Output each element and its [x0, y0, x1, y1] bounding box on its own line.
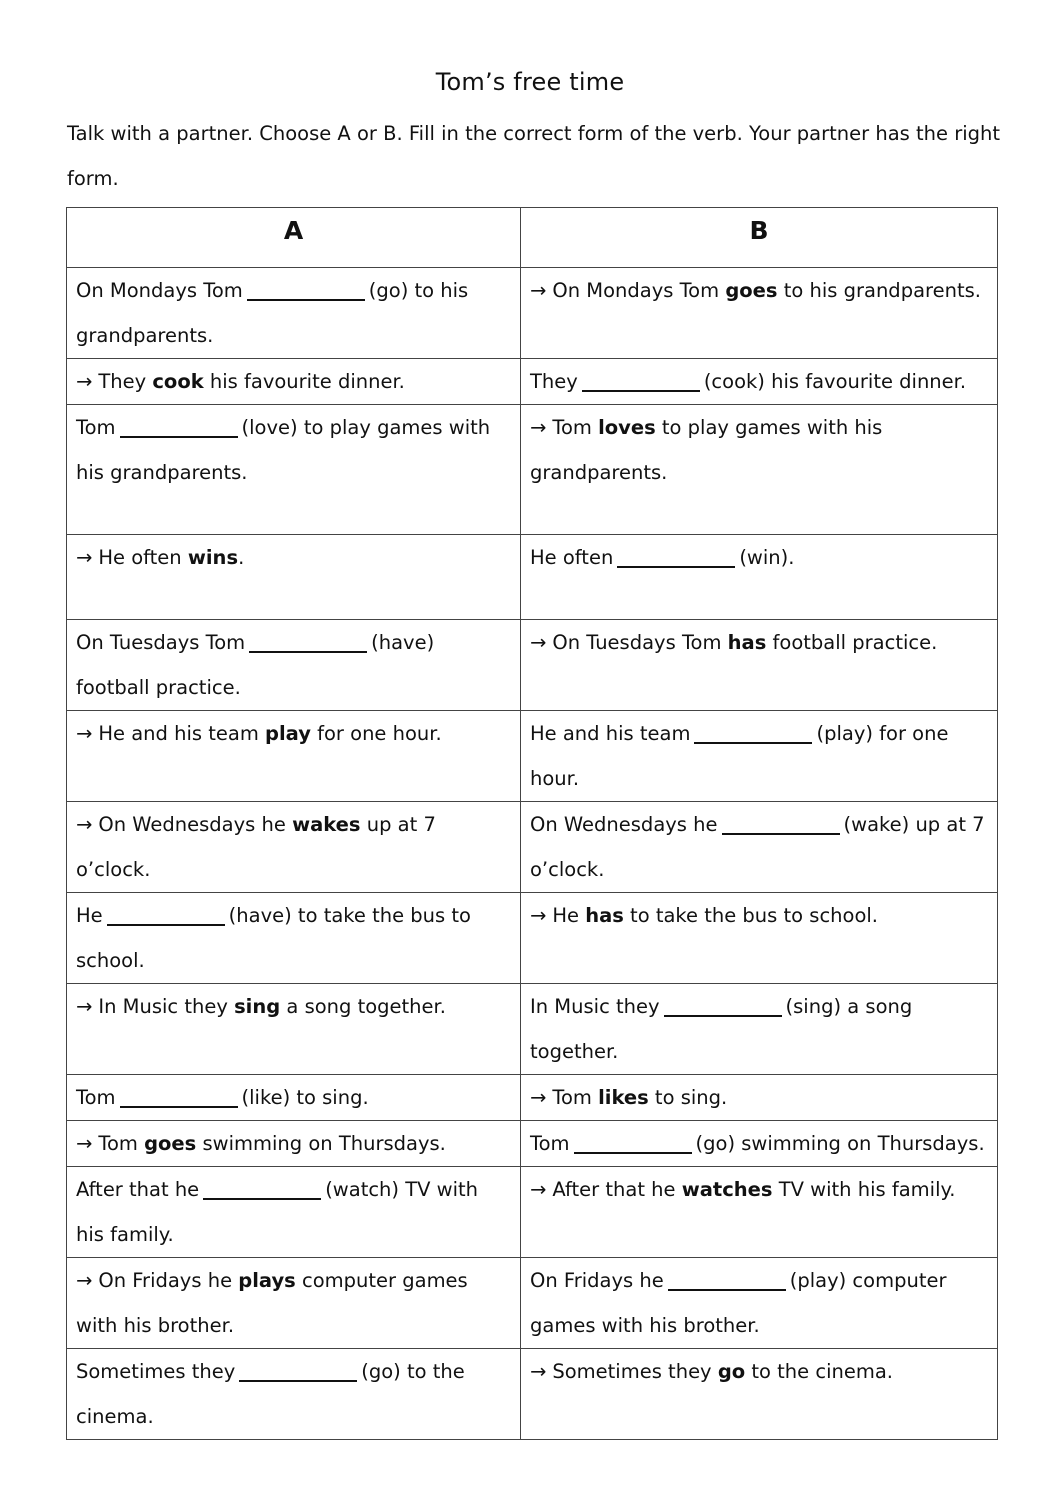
blank-line[interactable]: [694, 723, 812, 745]
table-row: [67, 984, 998, 1075]
sentence-start: On Wednesdays he: [98, 813, 293, 836]
sentence-end: (wake) up at 7 o’clock.: [530, 813, 985, 881]
instructions: Talk with a partner. Choose A or B. Fill in the correct form of the verb. Your partner has the right form.: [67, 122, 1001, 190]
cell-a-9: [67, 984, 521, 1075]
table-row: [67, 1349, 998, 1440]
sentence-end: TV with his family.: [772, 1178, 956, 1201]
sentence-start: In Music they: [530, 995, 660, 1018]
blank-line[interactable]: [617, 547, 735, 569]
table-row: [67, 535, 998, 620]
sentence-start: Tom: [552, 1086, 599, 1109]
sentence-end: (have) football practice.: [76, 631, 435, 699]
cell-a-4: [67, 535, 521, 620]
arrow-icon: →: [530, 1086, 547, 1109]
cell-a-7: [67, 802, 521, 893]
table-row: [67, 359, 998, 405]
cell-b-10: [521, 1075, 998, 1121]
sentence-end: to take the bus to school.: [623, 904, 879, 927]
arrow-icon: →: [76, 813, 93, 836]
table-row: [67, 1167, 998, 1258]
blank-line[interactable]: [582, 371, 700, 393]
blank-line[interactable]: [249, 632, 367, 654]
answer-verb: has: [727, 631, 767, 654]
sentence-end: (win).: [739, 546, 795, 569]
table-row: [67, 1258, 998, 1349]
sentence-start: He often: [98, 546, 188, 569]
column-header-b: B: [521, 208, 998, 268]
table-row: [67, 268, 998, 359]
sentence-start: On Mondays Tom: [552, 279, 726, 302]
sentence-start: He: [552, 904, 586, 927]
arrow-icon: →: [76, 1132, 93, 1155]
arrow-icon: →: [76, 1269, 93, 1292]
answer-verb: loves: [598, 416, 656, 439]
answer-verb: sing: [234, 995, 281, 1018]
cell-b-14: [521, 1349, 998, 1440]
sentence-end: (watch) TV with his family.: [76, 1178, 479, 1246]
blank-line[interactable]: [722, 814, 840, 836]
answer-verb: goes: [144, 1132, 197, 1155]
cell-a-8: [67, 893, 521, 984]
cell-b-12: [521, 1167, 998, 1258]
arrow-icon: →: [76, 546, 93, 569]
sentence-end: (play) computer games with his brother.: [530, 1269, 947, 1337]
sentence-start: Tom: [98, 1132, 145, 1155]
table-row: [67, 620, 998, 711]
table-row: [67, 1075, 998, 1121]
blank-line[interactable]: [668, 1270, 786, 1292]
sentence-start: On Mondays Tom: [76, 279, 243, 302]
table-row: [67, 1121, 998, 1167]
sentence-end: swimming on Thursdays.: [196, 1132, 446, 1155]
table-row: [67, 711, 998, 802]
table-row: [67, 405, 998, 535]
sentence-start: On Wednesdays he: [530, 813, 718, 836]
cell-a-12: [67, 1167, 521, 1258]
cell-b-9: [521, 984, 998, 1075]
arrow-icon: →: [76, 995, 93, 1018]
answer-verb: watches: [681, 1178, 773, 1201]
sentence-start: Sometimes they: [76, 1360, 236, 1383]
arrow-icon: →: [530, 1360, 547, 1383]
cell-b-11: [521, 1121, 998, 1167]
cell-b-4: [521, 535, 998, 620]
arrow-icon: →: [76, 370, 93, 393]
sentence-start: On Fridays he: [530, 1269, 664, 1292]
sentence-end: his favourite dinner.: [203, 370, 405, 393]
sentence-start: They: [98, 370, 153, 393]
sentence-start: He and his team: [98, 722, 266, 745]
sentence-start: Tom: [76, 416, 116, 439]
cell-b-6: [521, 711, 998, 802]
sentence-end: for one hour.: [310, 722, 442, 745]
header-row: [67, 208, 998, 268]
worksheet-table: [66, 207, 998, 1440]
answer-verb: plays: [238, 1269, 296, 1292]
arrow-icon: →: [530, 631, 547, 654]
cell-a-11: [67, 1121, 521, 1167]
sentence-start: Tom: [552, 416, 599, 439]
page-title: Tom’s free time: [435, 68, 625, 96]
sentence-start: Sometimes they: [552, 1360, 718, 1383]
sentence-start: After that he: [76, 1178, 200, 1201]
sentence-end: up at 7 o’clock.: [76, 813, 436, 881]
sentence-start: On Fridays he: [98, 1269, 239, 1292]
cell-a-13: [67, 1258, 521, 1349]
cell-b-5: [521, 620, 998, 711]
cell-a-10: [67, 1075, 521, 1121]
answer-verb: goes: [725, 279, 778, 302]
sentence-end: (love) to play games with his grandparents.: [76, 416, 491, 484]
cell-b-3: [521, 405, 998, 535]
sentence-end: (go) to the cinema.: [76, 1360, 465, 1428]
sentence-start: They: [530, 370, 578, 393]
blank-line[interactable]: [664, 996, 782, 1018]
sentence-end: to play games with his grandparents.: [530, 416, 883, 484]
arrow-icon: →: [76, 722, 93, 745]
sentence-start: Tom: [530, 1132, 570, 1155]
answer-verb: play: [265, 722, 311, 745]
answer-verb: likes: [598, 1086, 649, 1109]
sentence-start: In Music they: [98, 995, 235, 1018]
sentence-end: (go) to his grandparents.: [76, 279, 469, 347]
cell-b-1: [521, 268, 998, 359]
sentence-start: After that he: [552, 1178, 682, 1201]
answer-verb: has: [585, 904, 624, 927]
arrow-icon: →: [530, 904, 547, 927]
cell-a-2: [67, 359, 521, 405]
sentence-end: football practice.: [766, 631, 938, 654]
sentence-end: .: [238, 546, 245, 569]
sentence-end: (cook) his favourite dinner.: [703, 370, 967, 393]
blank-line[interactable]: [107, 905, 225, 927]
blank-line[interactable]: [203, 1179, 321, 1201]
sentence-start: On Tuesdays Tom: [76, 631, 246, 654]
answer-verb: wakes: [292, 813, 361, 836]
cell-a-5: [67, 620, 521, 711]
answer-verb: cook: [152, 370, 204, 393]
cell-b-13: [521, 1258, 998, 1349]
cell-b-7: [521, 802, 998, 893]
answer-verb: wins: [187, 546, 239, 569]
sentence-end: to his grandparents.: [777, 279, 981, 302]
sentence-start: He often: [530, 546, 614, 569]
sentence-start: He and his team: [530, 722, 691, 745]
sentence-end: to the cinema.: [745, 1360, 893, 1383]
cell-a-14: [67, 1349, 521, 1440]
sentence-end: (like) to sing.: [241, 1086, 369, 1109]
sentence-end: (play) for one hour.: [530, 722, 949, 790]
sentence-start: Tom: [76, 1086, 116, 1109]
arrow-icon: →: [530, 1178, 547, 1201]
cell-b-2: [521, 359, 998, 405]
blank-line[interactable]: [239, 1361, 357, 1383]
column-header-a: A: [67, 208, 521, 268]
answer-verb: go: [717, 1360, 746, 1383]
sentence-end: (sing) a song together.: [530, 995, 913, 1063]
sentence-end: computer games with his brother.: [76, 1269, 468, 1337]
cell-b-8: [521, 893, 998, 984]
blank-line[interactable]: [247, 280, 365, 302]
sentence-end: (have) to take the bus to school.: [76, 904, 471, 972]
table-row: [67, 893, 998, 984]
sentence-end: (go) swimming on Thursdays.: [695, 1132, 985, 1155]
cell-a-3: [67, 405, 521, 535]
sentence-end: to sing.: [648, 1086, 728, 1109]
arrow-icon: →: [530, 416, 547, 439]
cell-a-1: [67, 268, 521, 359]
blank-line[interactable]: [120, 1087, 238, 1109]
cell-a-6: [67, 711, 521, 802]
blank-line[interactable]: [120, 417, 238, 439]
sentence-start: He: [76, 904, 103, 927]
arrow-icon: →: [530, 279, 547, 302]
sentence-end: a song together.: [280, 995, 446, 1018]
table-row: [67, 802, 998, 893]
sentence-start: On Tuesdays Tom: [552, 631, 728, 654]
blank-line[interactable]: [574, 1133, 692, 1155]
